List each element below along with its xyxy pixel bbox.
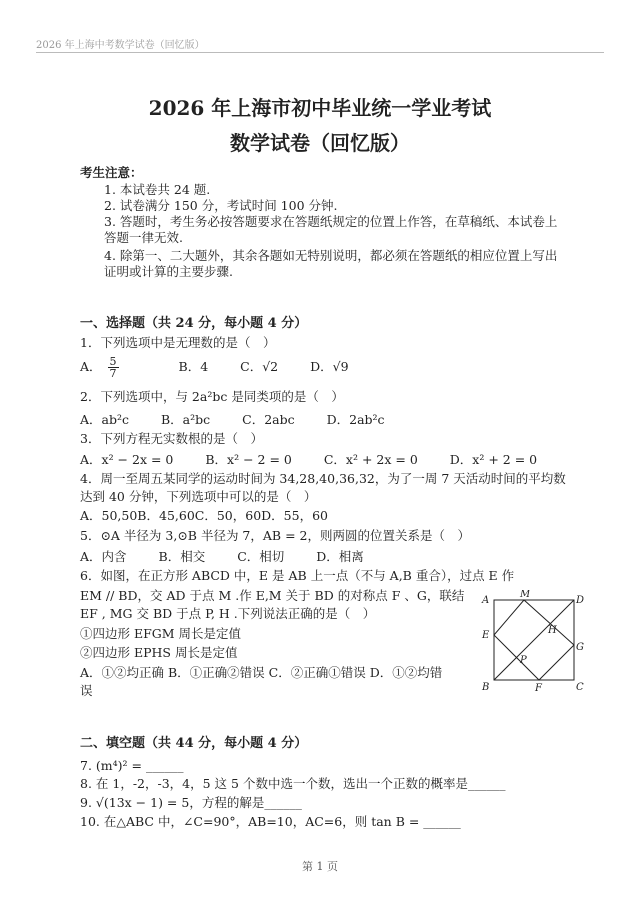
question-7: 7. (m⁴)² = ______ [80,758,184,773]
label-F: F [535,683,542,694]
option-d: D．相离 [316,549,364,564]
page-header: 2026 年上海中考数学试卷（回忆版） [36,40,205,51]
label-D: D [576,595,585,606]
option-b: B．相交 [158,549,206,564]
fraction [108,356,147,379]
fraction-denominator: 7 [109,367,117,380]
option-d: D．√9 [310,359,349,374]
option-a: A．内含 [80,549,127,564]
option-a: A．x² − 2x = 0 [80,452,174,467]
label-G: G [576,642,584,653]
question-8: 8. 在 1，-2，-3，4，5 这 5 个数中选一个数，选出一个正数的概率是______ [80,776,506,791]
question-6-line-1: 6．如图，在正方形 ABCD 中，E 是 AB 上一点（不与 A,B 重合），过点 E 作 [80,568,515,583]
question-3-options [80,450,565,468]
question-1: 1．下列选项中是无理数的是（ ） [80,335,276,350]
option-c: C．x² + 2x = 0 [323,452,418,467]
question-2-options [80,410,413,428]
question-6-line-7: 误 [80,683,93,698]
question-6-line-4: ①四边形 EFGM 周长是定值 [80,626,242,641]
question-4-options: A．50,50B．45,60C．50，60D．55，60 [80,508,328,523]
page-number: 第 1 页 [302,860,338,873]
question-6-line-3: EF , MG 交 BD 于点 P, H .下列说法正确的是（ ） [80,606,376,621]
option-c: C．√2 [240,359,279,374]
option-b: B．a²bc [160,412,211,427]
question-3: 3．下列方程无实数根的是（ ） [80,431,263,446]
question-9: 9. √(13x − 1) = 5，方程的解是______ [80,795,302,810]
option-c: C．相切 [237,549,285,564]
option-b: B．x² − 2 = 0 [205,452,292,467]
question-4-line-1: 4．周一至周五某同学的运动时间为 34,28,40,36,32，为了一周 7 天活动时间的平均数 [80,471,566,486]
fraction-numerator: 5 [109,355,117,368]
label-C: C [576,682,584,693]
question-6-line-5: ②四边形 EPHS 周长是定值 [80,645,238,660]
section-fill-heading: 二、填空题（共 44 分，每小题 4 分） [80,736,308,751]
question-6-line-2: EM // BD，交 AD 于点 M .作 E,M 关于 BD 的对称点 F 、G，联结 [80,588,465,603]
label-E: E [482,630,490,641]
section-choice-heading: 一、选择题（共 24 分，每小题 4 分） [80,316,308,331]
option-d: D．x² + 2 = 0 [449,452,538,467]
label-P: P [520,655,527,666]
label-M: M [520,590,531,600]
question-2: 2．下列选项中，与 2a²bc 是同类项的是（ ） [80,389,344,404]
option-label: A． [80,359,102,374]
option-b: B．4 [178,359,209,374]
notice-heading: 考生注意： [80,165,143,180]
header-divider [36,52,604,53]
question-6-line-6: A．①②均正确 B．①正确②错误 C．②正确①错误 D．①②均错 [80,665,443,680]
square-figure [478,590,588,700]
notice-item-1: 1. 本试卷共 24 题. [104,182,211,197]
notice-item-3: 3. 答题时，考生务必按答题要求在答题纸规定的位置上作答，在草稿纸、本试卷上答题一律无效. [104,214,558,245]
label-H: H [548,625,557,636]
question-10: 10. 在△ABC 中，∠C=90°，AB=10，AC=6，则 tan B = ______ [80,814,461,829]
option-d: D．2ab²c [326,412,385,427]
question-5: 5．⊙A 半径为 3,⊙B 半径为 7，AB = 2，则两圆的位置关系是（ ） [80,528,470,543]
question-5-options [80,547,392,565]
notice-item-4: 4. 除第一、二大题外，其余各题如无特别说明，都必须在答题纸的相应位置上写出证明或计算的主要步骤. [104,248,558,279]
label-A: A [482,595,490,606]
question-4-line-2: 达到 40 分钟，下列选项中可以的是（ ） [80,489,317,504]
label-B: B [482,682,490,693]
exam-title: 2026 年上海市初中毕业统一学业考试 [148,96,492,120]
option-c: C．2abc [242,412,295,427]
exam-subtitle: 数学试卷（回忆版） [230,131,410,155]
option-a: A．ab²c [80,412,129,427]
notice-item-2: 2. 试卷满分 150 分，考试时间 100 分钟. [104,198,338,213]
question-1-options [80,356,377,379]
